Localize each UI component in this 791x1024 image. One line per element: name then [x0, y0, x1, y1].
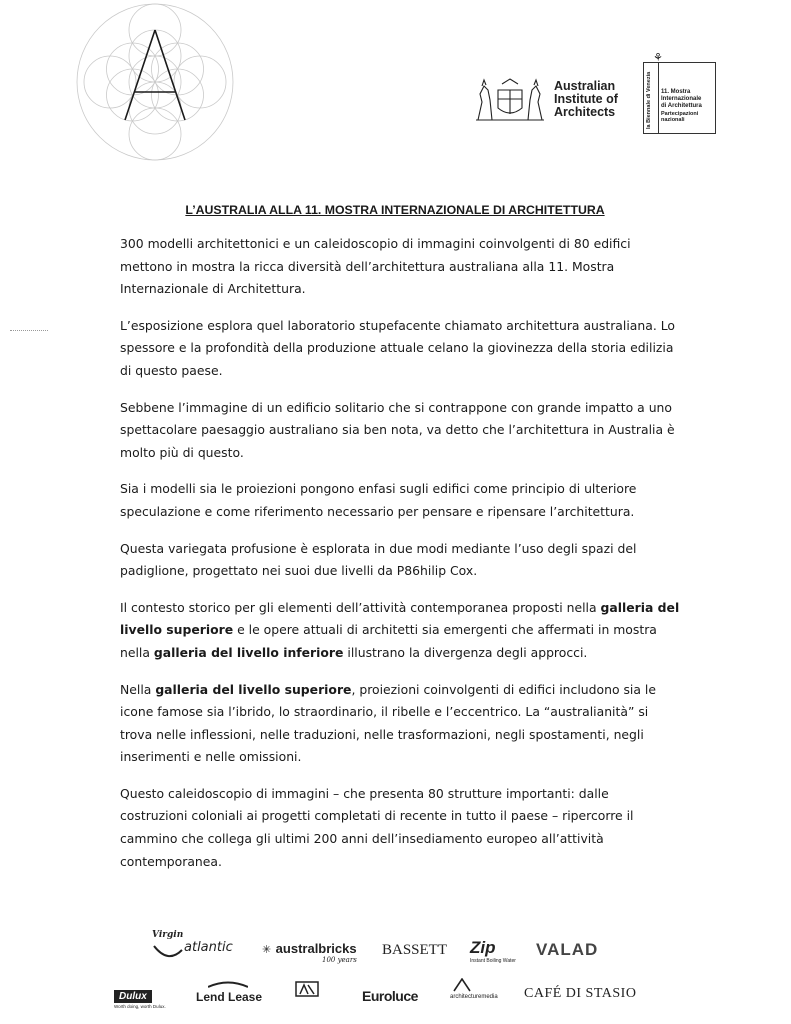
a-circles-logo: [75, 2, 235, 162]
euroluce-logo: Euroluce: [362, 988, 418, 1004]
p7-text-c: , proiezioni coinvolgenti di edifici includono sia le icone famose sia l’ibrido, lo straordinario, il ribelle e l’eccentrico. La “australianità” si trova nelle inflessioni, nelle traduzioni, nelle trasformazioni, negli spostamenti, negli inserimenti e nelle omissioni.: [120, 681, 656, 765]
swoosh-icon: [152, 942, 184, 962]
biennale-logo: [643, 62, 716, 134]
paragraph-2: L’esposizione esplora quel laboratorio stupefacente chiamato architettura australiana. Lo spessore e la profondità della produzione attuale celano la giovinezza della storia edilizia di questo paese.: [120, 317, 675, 378]
aia-line-3: Architects: [554, 105, 616, 119]
upper-gallery-emphasis: galleria del livello superiore: [120, 599, 680, 638]
biennale-title: [661, 89, 702, 110]
sparkle-icon: ✳: [262, 944, 272, 956]
australbricks-logo: [262, 940, 357, 964]
aia-line-1: Australian: [554, 79, 616, 93]
zip-subtitle: Instant Boiling Water: [470, 958, 516, 964]
figure-mark-icon: [294, 980, 320, 1002]
virgin-script: Virgin: [152, 930, 184, 940]
cafe-di-stasio-logo: CAFÉ DI STASIO: [524, 986, 637, 1001]
document-title: L’AUSTRALIA ALLA 11. MOSTRA INTERNAZIONALE DI ARCHITETTURA: [185, 203, 605, 217]
paragraph-1: 300 modelli architettonici e un caleidoscopio di immagini coinvolgenti di 80 edifici mettono in mostra la ricca diversità dell’architettura australiana alla 11. Mostra Internazionale di Architettura.: [120, 236, 631, 297]
virgin-atlantic-text: atlantic: [184, 940, 233, 955]
document-body: [120, 233, 680, 887]
biennale-line-3: di Architettura: [661, 103, 702, 109]
zip-logo: [470, 938, 516, 964]
aia-logo: [472, 76, 632, 124]
paragraph-3: Sebbene l’immagine di un edificio solitario che si contrappone con grande impatto a uno spettacolare paesaggio australiano sia ben nota, va detto che l’architettura in Australia è molto più di questo.: [120, 399, 675, 460]
australbricks-years: 100 years: [322, 956, 357, 964]
margin-mark: [10, 330, 48, 331]
dulux-tagline: Worth doing, worth Dulux.: [114, 1004, 166, 1009]
p6-text-e: illustrano la divergenza degli approcci.: [343, 644, 588, 660]
biennale-vertical-text: la Biennale di Venezia: [646, 71, 652, 129]
aia-wordmark: [554, 80, 618, 119]
valad-logo: VALAD: [536, 940, 599, 959]
aia-line-2: Institute of: [554, 92, 618, 106]
upper-gallery-emphasis-2: galleria del livello superiore: [155, 681, 352, 697]
paragraph-6: [120, 597, 680, 665]
architecture-media-icon: [452, 978, 472, 992]
sponsor-logos: [114, 930, 650, 1012]
architecture-media-text: architecturemedia: [450, 994, 498, 1000]
biennale-subtitle: Partecipazioni nazionali: [661, 111, 699, 123]
p6-text-c: e le opere attuali di architetti sia emergenti che affermati in mostra nella: [120, 622, 657, 660]
lion-icon: ⚘: [653, 52, 663, 64]
lend-lease-text: Lend Lease: [196, 990, 263, 1004]
p7-text-a: Nella: [120, 681, 156, 697]
dulux-logo: [114, 986, 166, 1009]
paragraph-8: Questo caleidoscopio di immagini – che presenta 80 strutture importanti: dalle costruzioni coloniali ai progetti completati di recente in tutto il paese – ripercorre il cammino che collega gli ultimi 200 anni dell’insediamento europeo all’attività contemporanea.: [120, 785, 634, 869]
biennale-divider: [658, 63, 659, 133]
p6-text-a: Il contesto storico per gli elementi dell’attività contemporanea proposti nella: [120, 599, 601, 615]
australbricks-text: australbricks: [275, 941, 357, 956]
biennale-line-1: 11. Mostra: [661, 89, 691, 95]
paragraph-7: [120, 679, 680, 769]
zip-text: Zip: [470, 938, 496, 957]
lend-lease-mark-icon: [208, 980, 248, 988]
coat-of-arms-icon: [472, 76, 548, 122]
paragraph-5: Questa variegata profusione è esplorata in due modi mediante l’uso degli spazi del padiglione, progettato nei suoi due livelli da P86hilip Cox.: [120, 540, 637, 579]
paragraph-4: Sia i modelli sia le proiezioni pongono enfasi sugli edifici come principio di ulteriore speculazione e come riferimento necessario per pensare e ripensare l’architettura.: [120, 481, 637, 519]
bassett-logo: BASSETT: [382, 942, 448, 958]
lower-gallery-emphasis: galleria del livello inferiore: [153, 644, 344, 660]
dulux-text: Dulux: [114, 990, 152, 1003]
biennale-line-2: Internazionale: [661, 96, 702, 102]
